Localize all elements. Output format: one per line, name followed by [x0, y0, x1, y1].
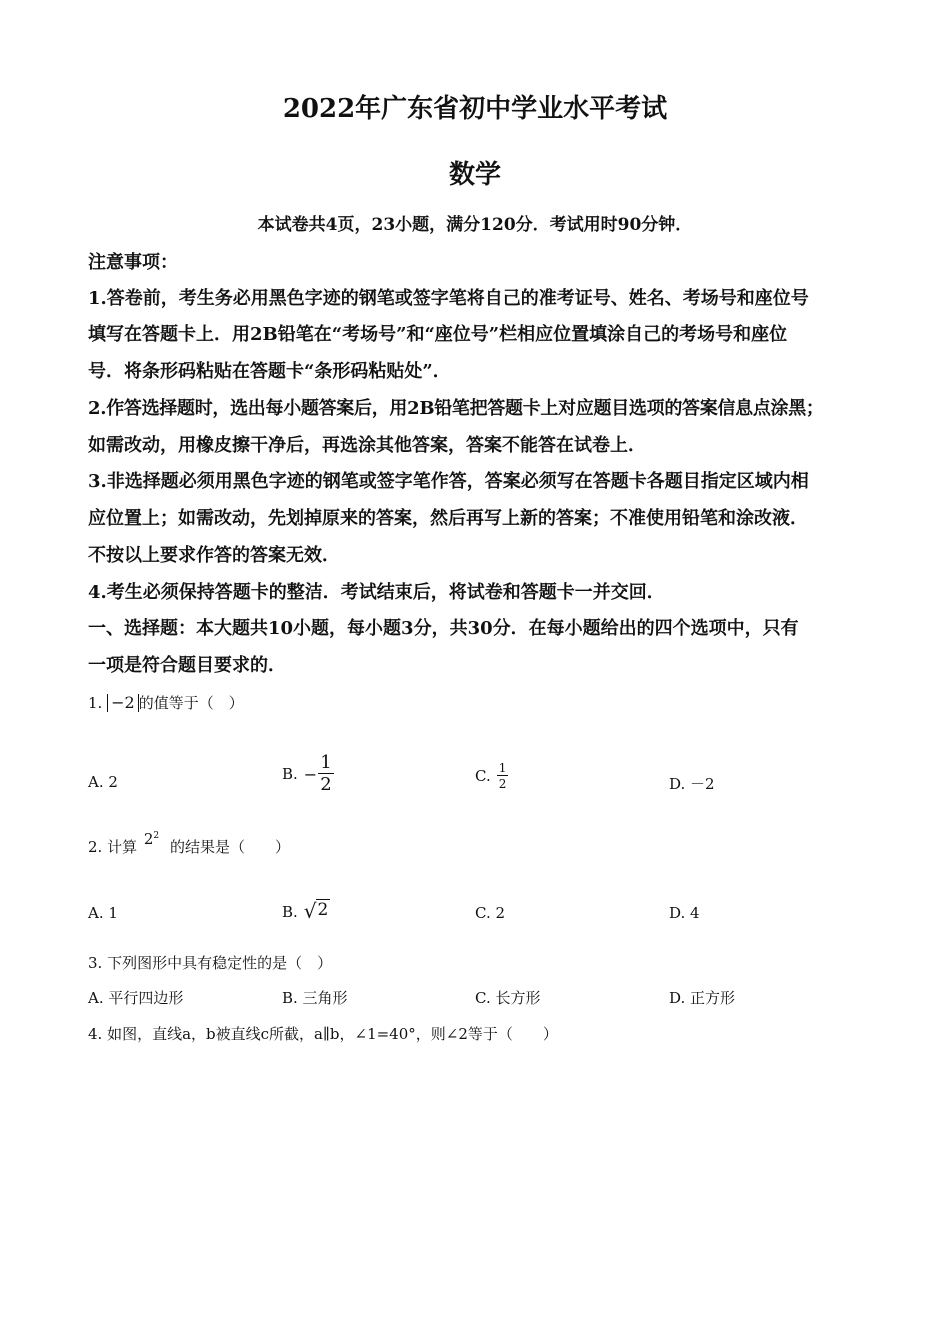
- power-base: $2^2$: [143, 830, 160, 848]
- note-line: 4.考生必须保持答题卡的整洁．考试结束后，将试卷和答题卡一并交回．: [88, 582, 665, 603]
- question-number: 1.: [88, 694, 103, 712]
- option-c: C. 2: [475, 904, 506, 922]
- radicand: 2: [317, 900, 329, 920]
- option-d: D. 正方形: [669, 989, 736, 1007]
- numerator: 1: [498, 761, 507, 775]
- option-label: C.: [475, 767, 491, 785]
- absolute-value-expr: −2: [107, 694, 139, 712]
- question-4-stem: 4. 如图，直线a，b被直线c所截，a∥b，∠1=40°，则∠2等于（ ）: [88, 1025, 558, 1043]
- option-a: A. 1: [88, 904, 118, 922]
- option-d: D. －2: [669, 775, 715, 793]
- note-line: 1.答卷前，考生务必用黑色字迹的钢笔或签字笔将自己的准考证号、姓名、考场号和座位号: [88, 288, 809, 309]
- radical-sign: √: [303, 899, 317, 923]
- option-c: [475, 760, 508, 792]
- option-label: B.: [282, 765, 298, 783]
- square-root: [304, 899, 331, 923]
- option-a: A. 2: [88, 773, 118, 791]
- option-b: B. 三角形: [282, 989, 348, 1007]
- fraction: [497, 762, 509, 790]
- question-3-stem: 3. 下列图形中具有稳定性的是（ ）: [88, 954, 333, 972]
- question-text: 2. 计算: [88, 838, 138, 856]
- note-line: 不按以上要求作答的答案无效．: [88, 545, 340, 566]
- question-text: 的结果是（ ）: [169, 838, 290, 856]
- option-b: [282, 746, 334, 802]
- fraction: [318, 754, 333, 794]
- section-heading-cont: 一项是符合题目要求的．: [88, 655, 286, 676]
- question-1-stem: [88, 692, 244, 713]
- option-d: D. 4: [669, 904, 700, 922]
- minus-sign: −: [303, 764, 318, 784]
- page-title: 2022年广东省初中学业水平考试: [282, 94, 668, 124]
- denominator: 2: [320, 774, 332, 795]
- notes-heading: 注意事项：: [88, 252, 178, 273]
- section-heading: 一、选择题：本大题共10小题，每小题3分，共30分．在每小题给出的四个选项中，只有: [88, 618, 799, 639]
- question-2-stem: [88, 830, 290, 857]
- note-line: 3.非选择题必须用黑色字迹的钢笔或签字笔作答，答案必须写在答题卡各题目指定区域内相: [88, 471, 809, 492]
- question-text: 的值等于（ ）: [138, 694, 244, 712]
- note-line: 如需改动，用橡皮擦干净后，再选涂其他答案，答案不能答在试卷上．: [88, 435, 646, 456]
- option-label: B.: [282, 903, 298, 921]
- denominator: 2: [498, 777, 507, 791]
- subject-title: 数学: [448, 160, 501, 190]
- exam-info: 本试卷共4页，23小题，满分120分．考试用时90分钟．: [257, 215, 693, 235]
- note-line: 2.作答选择题时，选出每小题答案后，用2B铅笔把答题卡上对应题目选项的答案信息点涂黑；: [88, 398, 824, 419]
- numerator: 1: [320, 752, 332, 773]
- option-b: [282, 893, 330, 923]
- power-exponent: 2: [153, 831, 160, 841]
- note-line: 号．将条形码粘贴在答题卡“条形码粘贴处”．: [88, 361, 451, 382]
- option-c: C. 长方形: [475, 989, 541, 1007]
- note-line: 填写在答题卡上．用2B铅笔在“考场号”和“座位号”栏相应位置填涂自己的考场号和座位: [88, 324, 788, 345]
- note-line: 应位置上；如需改动，先划掉原来的答案，然后再写上新的答案；不准使用铅笔和涂改液．: [88, 508, 808, 529]
- option-a: A. 平行四边形: [88, 989, 184, 1007]
